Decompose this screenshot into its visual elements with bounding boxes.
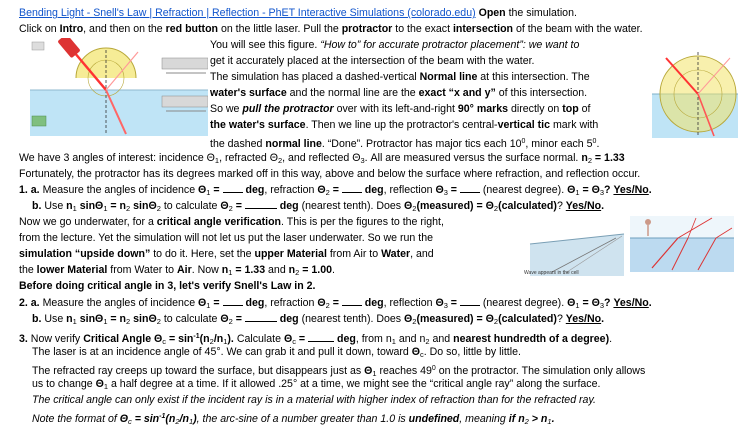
text: intersection — [452, 23, 514, 35]
text: pull the protractor — [242, 103, 334, 115]
text: Water — [381, 248, 411, 260]
text: undefined — [408, 413, 460, 425]
figure-caption: Wave appears in the cell — [524, 270, 579, 276]
text: exact “x and y” — [418, 87, 496, 99]
text: 2 — [126, 317, 131, 326]
text: ? — [604, 184, 614, 196]
text: Θ — [119, 413, 128, 425]
question-1a — [19, 183, 652, 201]
text: 90° marks — [457, 103, 509, 115]
text: n — [581, 152, 588, 164]
text: Calculate — [233, 333, 284, 345]
text: . — [648, 297, 652, 309]
text: 2 — [156, 317, 161, 326]
protractor-diagram — [652, 38, 738, 138]
text: = 1.00 — [299, 264, 333, 276]
answer-blank[interactable] — [460, 183, 480, 193]
underwater-line-2 — [19, 231, 433, 247]
text: ). — [227, 333, 234, 345]
text: 1 — [72, 317, 77, 326]
text: . — [609, 333, 613, 345]
text: = — [232, 313, 245, 325]
text: Use — [41, 200, 67, 212]
text: The critical angle can only exist if the incident ray is in a material with higher index of refraction than for the refracted ray. — [32, 394, 596, 406]
text: sinΘ — [76, 313, 104, 325]
text: b. — [32, 200, 42, 212]
underwater-line-1 — [19, 215, 444, 231]
text: 2 — [295, 268, 300, 277]
text: . — [596, 138, 600, 150]
text: 2. a. — [19, 297, 40, 309]
text: ? — [604, 297, 614, 309]
underwater-line-4 — [19, 263, 335, 281]
text: 2 — [412, 204, 417, 213]
text: of this intersection. — [495, 87, 588, 99]
text: 2 — [228, 317, 233, 326]
text: 2 — [277, 156, 283, 165]
question-2b — [32, 312, 604, 330]
text: from the lecture. Yet the simulation will not let us put the laser underwater. So we run the — [19, 232, 433, 244]
text: 1 — [575, 188, 580, 197]
yes-no-choice[interactable]: Yes/No — [565, 200, 602, 212]
text: sinΘ — [76, 200, 104, 212]
before-critical-line — [19, 279, 315, 295]
instruction-line-7 — [210, 102, 590, 118]
text: (measured) = Θ — [416, 200, 494, 212]
text: protractor — [341, 23, 393, 35]
text: from Water to — [107, 264, 177, 276]
text: sinΘ — [130, 313, 157, 325]
angles-of-interest-line — [19, 151, 625, 169]
text: = — [447, 297, 460, 309]
text: 1 — [223, 337, 228, 346]
answer-blank[interactable] — [460, 296, 480, 306]
text: Measure the angles of incidence — [39, 184, 199, 196]
yes-no-choice[interactable]: Yes/No — [613, 297, 649, 309]
text: 0 — [431, 365, 436, 372]
text: 2 — [493, 317, 499, 326]
fortunately-line — [19, 167, 640, 183]
text: , refraction — [264, 297, 318, 309]
underwater-figure — [512, 214, 740, 280]
text: Click on — [19, 23, 60, 35]
text: . “Done”. Protractor has major tics each 10 — [321, 138, 522, 150]
text: , the arc-sine of a number greater than 1.0 is — [196, 413, 409, 425]
text: deg — [361, 184, 384, 196]
text: 0 — [521, 138, 526, 145]
text: Critical Angle Θ — [83, 333, 163, 345]
answer-blank[interactable] — [223, 296, 243, 306]
text: 2 — [228, 204, 233, 213]
text: Before doing critical angle in 3, let's verify Snell's Law in 2. — [19, 280, 316, 292]
text: deg — [334, 333, 356, 345]
text: = — [329, 297, 342, 309]
text: > n — [528, 413, 548, 425]
text: . — [601, 313, 605, 325]
text: the — [19, 264, 37, 276]
text: ) — [193, 413, 197, 425]
text: 3. — [19, 333, 28, 345]
text: The laser is at an incidence angle of 45°. We can grab it and pull it down, toward — [32, 346, 412, 358]
open-word: Open — [478, 7, 506, 19]
text: ? — [556, 200, 566, 212]
text: 2 — [587, 156, 592, 165]
text: , reflection — [383, 184, 436, 196]
half-degree-line — [32, 377, 600, 395]
text: (calculated) — [498, 313, 557, 325]
text: red button — [165, 23, 219, 35]
header-text: the simulation. — [505, 7, 577, 19]
text: (nearest degree). — [479, 184, 568, 196]
text: = — [232, 200, 245, 212]
text: = 1.33 — [591, 152, 625, 164]
text: (measured) = Θ — [416, 313, 494, 325]
text: 2 — [425, 337, 430, 346]
text: Θ — [435, 184, 444, 196]
text: n — [221, 264, 229, 276]
text: Θ — [198, 184, 207, 196]
text: n — [66, 313, 73, 325]
text: reaches 49 — [376, 365, 432, 377]
text: = — [295, 333, 309, 345]
text: deg — [276, 200, 299, 212]
text: to calculate — [160, 200, 221, 212]
text: sinΘ — [130, 200, 157, 212]
text: Θ — [198, 297, 207, 309]
text: Normal line — [419, 71, 478, 83]
answer-blank[interactable] — [223, 183, 243, 193]
text: . — [648, 184, 652, 196]
text: at this intersection. The — [477, 71, 590, 83]
text: (calculated) — [498, 200, 557, 212]
text: get it accurately placed at the intersection of the beam with the water. — [210, 55, 535, 67]
text: 2 — [325, 188, 330, 197]
text: “How to” for accurate protractor placement”: we want to — [320, 39, 580, 51]
answer-blank[interactable] — [308, 332, 334, 342]
text: 1 — [103, 382, 109, 391]
text: = — [329, 184, 342, 196]
critical-angle-note — [32, 393, 596, 409]
text: critical angle verification — [156, 216, 282, 228]
text: 3 — [360, 156, 365, 165]
text: = — [210, 297, 223, 309]
text: 2 — [126, 204, 131, 213]
text: 2 — [209, 337, 214, 346]
text: Intro — [59, 23, 84, 35]
text: 1 — [228, 268, 233, 277]
yes-no-choice[interactable]: Yes/No — [613, 184, 649, 196]
text: and — [429, 333, 454, 345]
text: /n — [213, 333, 224, 345]
text: You will see this figure. — [210, 39, 321, 51]
text: Fortunately, the protractor has its degrees marked off in this way, above and below the surface where refraction, and reflection occur. — [19, 168, 641, 180]
text: Θ — [411, 346, 421, 358]
instruction-line-8 — [210, 118, 598, 134]
text: = 1.33 — [232, 264, 266, 276]
text: , meaning — [459, 413, 509, 425]
text: and n — [395, 333, 426, 345]
header-line — [19, 6, 577, 22]
text: n — [515, 413, 525, 425]
text: . Now — [191, 264, 222, 276]
text: (nearest degree). — [479, 297, 568, 309]
text: /n — [179, 413, 189, 425]
text: Θ — [220, 313, 229, 325]
answer-blank[interactable] — [245, 199, 277, 209]
text: Now we go underwater, for a — [19, 216, 157, 228]
text: Use — [41, 313, 67, 325]
text: -1 — [159, 413, 166, 420]
text: lower Material — [36, 264, 108, 276]
text: , from n — [355, 333, 392, 345]
text: (n — [165, 413, 176, 425]
text: 1. a. — [19, 184, 40, 196]
text: 2 — [325, 301, 330, 310]
text: if — [508, 413, 516, 425]
text: Θ — [435, 297, 444, 309]
text: . — [551, 413, 555, 425]
text: 0 — [592, 138, 597, 145]
text: . Do so, little by little. — [423, 346, 521, 358]
text: and the normal line are the — [286, 87, 419, 99]
text: c — [292, 337, 296, 346]
text: = sin — [131, 413, 160, 425]
text: Θ — [283, 333, 293, 345]
text: c — [128, 417, 132, 426]
critical-angle-diagram — [512, 214, 740, 280]
text: 1 — [206, 188, 211, 197]
text: from Air to — [326, 248, 382, 260]
text: 3 — [443, 301, 448, 310]
text: deg — [361, 297, 384, 309]
question-2a — [19, 296, 652, 314]
text: Θ — [567, 297, 576, 309]
text: deg — [242, 297, 265, 309]
text: = n — [107, 313, 127, 325]
text: 1 — [391, 337, 396, 346]
text: = — [210, 184, 223, 196]
text: (n — [199, 333, 210, 345]
text: top — [562, 103, 579, 115]
text: Θ — [364, 365, 373, 377]
text: of — [578, 103, 591, 115]
text: a half degree at a time. If it allowed .25° at a time, we might see the “critical angle ray” along the surface. — [108, 378, 601, 390]
text: to the exact — [392, 23, 453, 35]
text: The simulation has placed a dashed-vertical — [210, 71, 420, 83]
text: c — [420, 350, 424, 359]
text: 1 — [188, 417, 194, 426]
text: , refraction — [264, 184, 318, 196]
text: , and then on the — [83, 23, 166, 35]
instruction-line-5 — [210, 70, 590, 86]
text: 2 — [156, 204, 161, 213]
underwater-line-3 — [19, 247, 434, 263]
laser-incidence-line — [32, 345, 521, 363]
text: 1 — [372, 369, 377, 378]
phet-link[interactable]: Bending Light - Snell's Law | Refraction | Reflection - PhET Interactive Simulations (colorado.edu) — [19, 7, 476, 19]
text: c — [162, 337, 167, 346]
text: on the protractor. The simulation only allows — [435, 365, 646, 377]
text: directly on — [508, 103, 563, 115]
text: Note the format of — [32, 413, 120, 425]
text: 1 — [214, 156, 220, 165]
text: 1 — [206, 301, 211, 310]
text: (nearest tenth). Does — [298, 200, 405, 212]
text: on the little laser. Pull the — [218, 23, 342, 35]
text: -1 — [193, 333, 200, 340]
text: deg — [276, 313, 299, 325]
text: Θ — [567, 184, 576, 196]
text: nearest hundredth of a degree) — [453, 333, 610, 345]
text: ? — [556, 313, 566, 325]
text: We have 3 angles of interest: incidence Θ — [19, 152, 215, 164]
text: water's surface — [210, 87, 287, 99]
answer-blank[interactable] — [342, 296, 362, 306]
text: to calculate — [160, 313, 221, 325]
text: = sin — [166, 333, 194, 345]
text: Θ — [220, 200, 229, 212]
text: = n — [107, 200, 127, 212]
text: (nearest tenth). Does — [298, 313, 405, 325]
arcsine-note — [32, 409, 555, 430]
yes-no-choice[interactable]: Yes/No — [565, 313, 602, 325]
text: = Θ — [579, 297, 600, 309]
text: . All are measured versus the surface normal. — [364, 152, 582, 164]
simulation-figure — [30, 38, 208, 136]
instruction-line-4 — [210, 54, 534, 70]
text: Θ — [404, 313, 413, 325]
text: 2 — [175, 417, 180, 426]
text: , and — [410, 248, 434, 260]
text: 1 — [547, 417, 552, 426]
simulation-screenshot — [30, 38, 208, 136]
text: the water's surface — [210, 119, 306, 131]
text: simulation “upside down” — [19, 248, 151, 260]
text: Air — [176, 264, 192, 276]
text: over with its left-and-right — [333, 103, 458, 115]
text: 1 — [72, 204, 77, 213]
instruction-line-6 — [210, 86, 587, 102]
text: . — [601, 200, 605, 212]
text: , minor each 5 — [525, 138, 593, 150]
text: = Θ — [579, 184, 600, 196]
text: 3 — [443, 188, 448, 197]
text: . This is per the figures to the right, — [281, 216, 444, 228]
text: , and reflected Θ — [282, 152, 361, 164]
text: n — [66, 200, 73, 212]
instruction-line-3 — [210, 38, 579, 54]
text: normal line — [265, 138, 322, 150]
text: Θ — [317, 184, 326, 196]
text: 3 — [599, 188, 605, 197]
text: , refracted Θ — [219, 152, 278, 164]
text: . Then we line up the protractor's central- — [305, 119, 498, 131]
text: 1 — [103, 317, 108, 326]
text: Now verify — [27, 333, 84, 345]
text: 1 — [575, 301, 580, 310]
text: deg — [242, 184, 265, 196]
protractor-figure — [652, 38, 738, 138]
text: So we — [210, 103, 243, 115]
text: of the beam with the water. — [513, 23, 643, 35]
text: Θ — [95, 378, 104, 390]
text: 2 — [524, 417, 529, 426]
text: 2 — [412, 317, 417, 326]
text: vertical tic — [497, 119, 551, 131]
text: , reflection — [383, 297, 436, 309]
text: 3 — [599, 301, 605, 310]
text: = — [447, 184, 460, 196]
text: to do it. Here, set the — [150, 248, 255, 260]
text: upper Material — [254, 248, 327, 260]
instruction-line-9 — [210, 134, 599, 153]
text: the dashed — [210, 138, 266, 150]
text: mark with — [550, 119, 599, 131]
answer-blank[interactable] — [245, 312, 277, 322]
text: and — [265, 264, 289, 276]
text: 1 — [103, 204, 108, 213]
text: Θ — [404, 200, 413, 212]
text: us to change — [32, 378, 96, 390]
text: 2 — [493, 204, 499, 213]
instruction-line-2 — [19, 22, 643, 38]
text: b. — [32, 313, 42, 325]
text: Measure the angles of incidence — [39, 297, 199, 309]
answer-blank[interactable] — [342, 183, 362, 193]
text: . — [332, 264, 335, 276]
text: Θ — [317, 297, 326, 309]
text: The refracted ray creeps up toward the surface, but disappears just as — [32, 365, 365, 377]
text: n — [288, 264, 296, 276]
